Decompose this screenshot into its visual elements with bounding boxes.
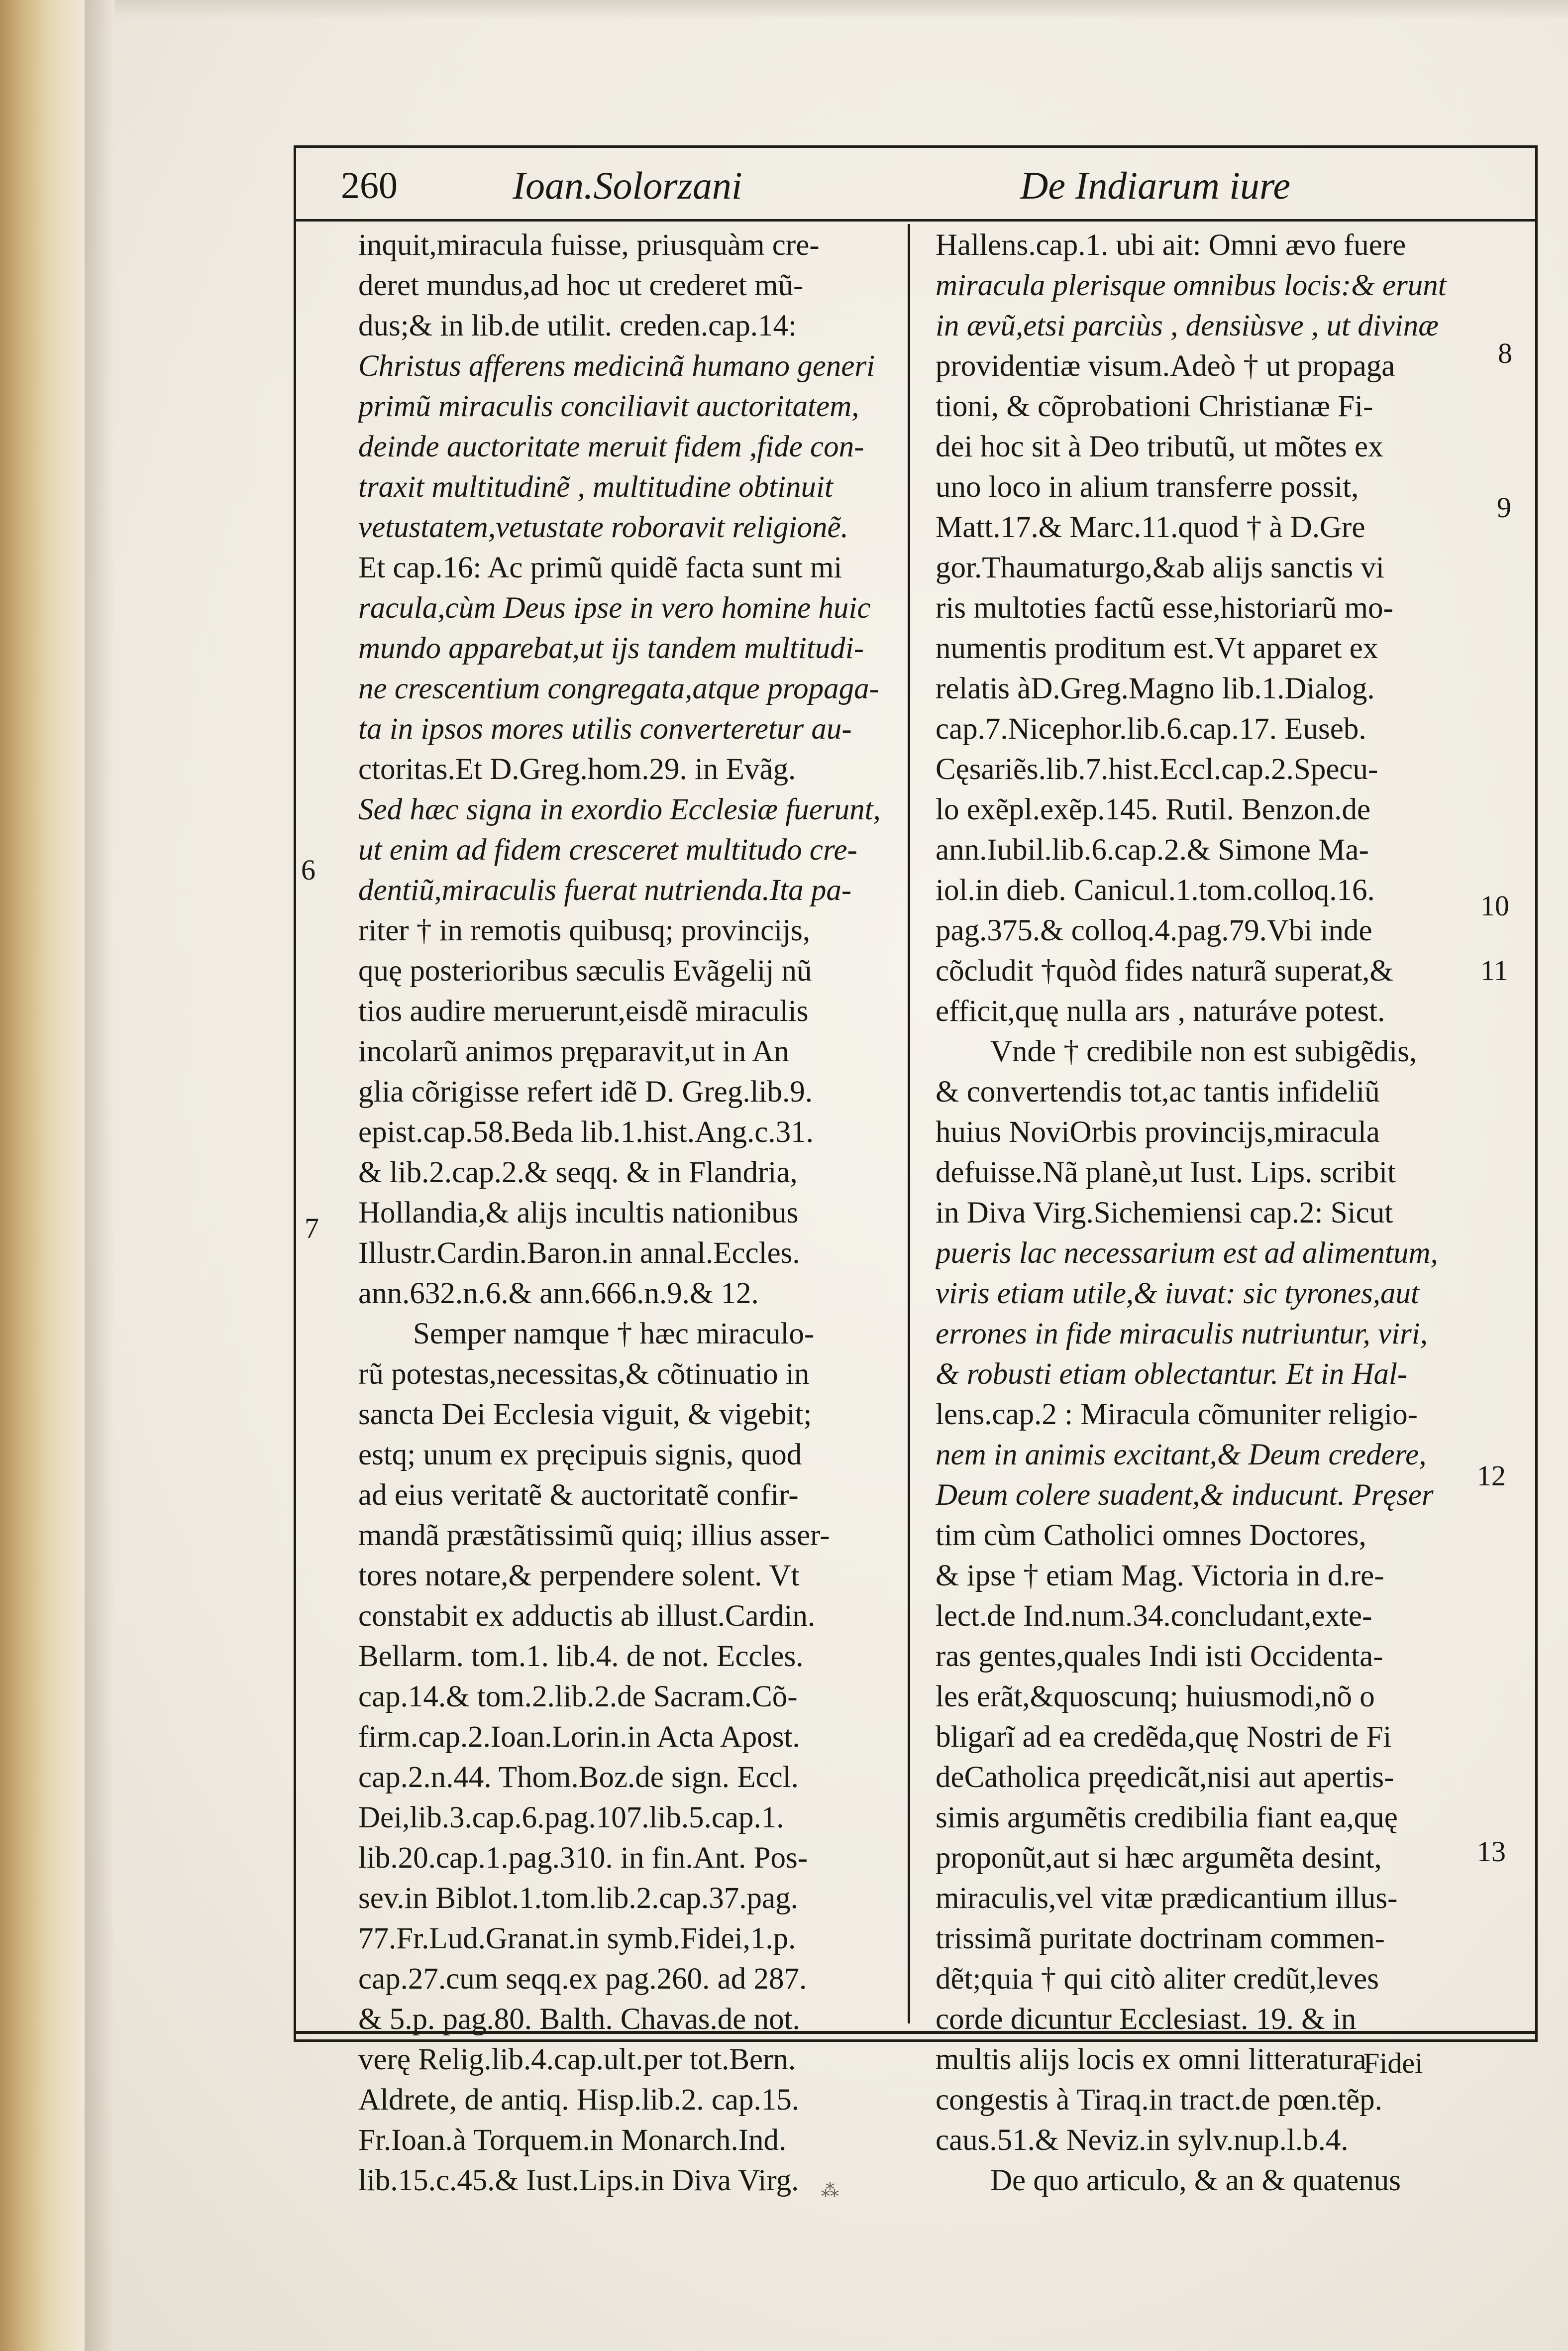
right-text-line: & robusti etiam oblectantur. Et in Hal- [936,1357,1408,1391]
left-text-line: cap.27.cum seqq.ex pag.260. ad 287. [358,1962,807,1996]
right-text-line: & ipse † etiam Mag. Victoria in d.re- [936,1559,1384,1592]
right-text-line: cõcludit †quòd fides naturã superat,& [936,954,1393,988]
right-text-line: multis alijs locis ex omni litteratura [936,2043,1366,2076]
left-text-line: ne crescentium congregata,atque propaga- [358,672,879,705]
left-text-line: vetustatem,vetustate roboravit religionẽ. [358,511,848,544]
left-text-line: ta in ipsos mores utilis converteretur au- [358,712,852,746]
left-text-line: epist.cap.58.Beda lib.1.hist.Ang.c.31. [358,1116,814,1149]
page-top-edge [114,0,1568,20]
left-text-line: tores notare,& perpendere solent. Vt [358,1559,800,1592]
right-text-line: tioni, & cõprobationi Christianæ Fi- [936,390,1373,423]
left-text-line: incolarũ animos pręparavit,ut in An [358,1035,789,1068]
left-text-line: estq; unum ex pręcipuis signis, quod [358,1438,802,1471]
left-text-line: lib.20.cap.1.pag.310. in fin.Ant. Pos- [358,1841,808,1875]
left-text-line: constabit ex adductis ab illust.Cardin. [358,1599,816,1633]
left-text-column [358,225,896,2201]
left-text-line: sancta Dei Ecclesia viguit, & vigebit; [358,1398,812,1431]
right-text-line: proponũt,aut si hæc argumẽta desint, [936,1841,1382,1875]
left-text-line: Dei,lib.3.cap.6.pag.107.lib.5.cap.1. [358,1801,784,1834]
right-text-line: lect.de Ind.num.34.concludant,exte- [936,1599,1372,1633]
left-text-line: Sed hæc signa in exordio Ecclesiæ fuerunt, [358,793,881,826]
left-text-line: cap.14.& tom.2.lib.2.de Sacram.Cõ- [358,1680,798,1713]
left-text-line: Christus afferens medicinã humano generi [358,349,875,383]
left-text-line: glia cõrigisse refert idẽ D. Greg.lib.9. [358,1075,813,1109]
left-text-line: & lib.2.cap.2.& seqq. & in Flandria, [358,1156,798,1189]
left-text-line: Et cap.16: Ac primũ quidẽ facta sunt mi [358,551,842,584]
right-text-line: defuisse.Nã planè,ut Iust. Lips. scribit [936,1156,1396,1189]
left-text-line: mandã præstãtissimũ quiq; illius asser- [358,1519,830,1552]
paper-speck: ⁂ [821,2181,839,2201]
right-text-line: uno loco in alium transferre possit, [936,470,1359,504]
right-text-line: deCatholica pręedicãt,nisi aut apertis- [936,1761,1394,1794]
left-text-line: & 5.p. pag.80. Balth. Chavas.de not. [358,2003,800,2036]
left-text-line: Semper namque † hæc miraculo- [413,1317,815,1350]
left-text-line: primũ miraculis conciliavit auctoritatem, [358,390,859,423]
right-text-line: tim cùm Catholici omnes Doctores, [936,1519,1366,1552]
right-text-line: & convertendis tot,ac tantis infideliũ [936,1075,1380,1109]
right-text-line: huius NoviOrbis provincijs,miracula [936,1116,1380,1149]
right-text-line: trissimã puritate doctrinam commen- [936,1922,1385,1955]
left-text-line: sev.in Biblot.1.tom.lib.2.cap.37.pag. [358,1882,798,1915]
margin-number-12: 12 [1477,1459,1506,1492]
right-text-line: gor.Thaumaturgo,&ab alijs sanctis vi [936,551,1384,584]
left-text-line: dus;& in lib.de utilit. creden.cap.14: [358,309,797,342]
left-text-line: cap.2.n.44. Thom.Boz.de sign. Eccl. [358,1761,799,1794]
left-text-line: Bellarm. tom.1. lib.4. de not. Eccles. [358,1640,804,1673]
left-text-line: deret mundus,ad hoc ut crederet mũ- [358,269,804,302]
left-text-line: ann.632.n.6.& ann.666.n.9.& 12. [358,1277,759,1310]
right-text-line: in ævũ,etsi parciùs , densiùsve , ut divinæ [936,309,1439,342]
right-text-line: Hallens.cap.1. ubi ait: Omni ævo fuere [936,228,1406,262]
right-text-line: ann.Iubil.lib.6.cap.2.& Simone Ma- [936,833,1369,867]
right-text-line: relatis àD.Greg.Magno lib.1.Dialog. [936,672,1375,705]
right-text-line: miracula plerisque omnibus locis:& erunt [936,269,1447,302]
right-text-line: ras gentes,quales Indi isti Occidenta- [936,1640,1383,1673]
right-text-line: pueris lac necessarium est ad alimentum, [936,1236,1438,1270]
left-text-line: ut enim ad fidem cresceret multitudo cre- [358,833,857,867]
running-head-author: Ioan.Solorzani [513,164,742,207]
left-text-line: inquit,miracula fuisse, priusquàm cre- [358,228,820,262]
right-text-line: bligarĩ ad ea credẽda,quę Nostri de Fi [936,1720,1392,1754]
right-text-line: De quo articulo, & an & quatenus [990,2164,1401,2197]
left-text-line: quę posterioribus sæculis Evãgelij nũ [358,954,812,988]
page-number: 260 [341,165,398,207]
right-text-line: providentiæ visum.Adeò † ut propaga [936,349,1395,383]
right-text-line: ris multoties factũ esse,historiarũ mo- [936,591,1393,625]
right-text-line: congestis à Tiraq.in tract.de pœn.tẽp. [936,2083,1382,2117]
left-text-line: firm.cap.2.Ioan.Lorin.in Acta Apost. [358,1720,800,1754]
right-text-line: corde dicuntur Ecclesiast. 19. & in [936,2003,1357,2036]
left-text-line: riter † in remotis quibusq; provincijs, [358,914,811,947]
left-text-line: Fr.Ioan.à Torquem.in Monarch.Ind. [358,2124,787,2157]
right-text-line: cap.7.Nicephor.lib.6.cap.17. Euseb. [936,712,1366,746]
right-text-line: Matt.17.& Marc.11.quod † à D.Gre [936,511,1365,544]
right-text-column [936,225,1473,2201]
right-text-line: pag.375.& colloq.4.pag.79.Vbi inde [936,914,1372,947]
margin-number-8: 8 [1498,337,1512,369]
left-text-line: ad eius veritatẽ & auctoritatẽ confir- [358,1478,799,1512]
right-text-line: efficit,quę nulla ars , naturáve potest. [936,995,1385,1028]
left-text-line: racula,cùm Deus ipse in vero homine huic [358,591,871,625]
right-text-line: caus.51.& Neviz.in sylv.nup.l.b.4. [936,2124,1349,2157]
right-text-line: numentis proditum est.Vt apparet ex [936,632,1378,665]
right-text-line: in Diva Virg.Sichemiensi cap.2: Sicut [936,1196,1393,1230]
margin-number-7: 7 [305,1212,319,1244]
left-text-line: deinde auctoritate meruit fidem ,fide con- [358,430,864,463]
right-text-line: miraculis,vel vitæ prædicantium illus- [936,1882,1398,1915]
right-text-line: Deum colere suadent,& inducunt. Pręser [936,1478,1434,1512]
left-text-line: 77.Fr.Lud.Granat.in symb.Fidei,1.p. [358,1922,796,1955]
right-text-line: dẽt;quia † qui citò aliter credũt,leves [936,1962,1379,1996]
left-text-line: verę Relig.lib.4.cap.ult.per tot.Bern. [358,2043,796,2076]
left-text-line: traxit multitudinẽ , multitudine obtinuit [358,470,833,504]
margin-number-11: 11 [1480,954,1508,987]
left-text-line: Hollandia,& alijs incultis nationibus [358,1196,799,1230]
left-text-line: dentiũ,miraculis fuerat nutrienda.Ita pa- [358,874,852,907]
right-text-line: viris etiam utile,& iuvat: sic tyrones,aut [936,1277,1419,1310]
left-text-line: lib.15.c.45.& Iust.Lips.in Diva Virg. [358,2164,799,2197]
left-text-line: ctoritas.Et D.Greg.hom.29. in Evãg. [358,753,796,786]
right-text-line: dei hoc sit à Deo tributũ, ut mõtes ex [936,430,1383,463]
running-head-title: De Indiarum iure [1020,164,1291,207]
margin-number-13: 13 [1477,1835,1506,1868]
right-text-line: Cęsariẽs.lib.7.hist.Eccl.cap.2.Specu- [936,753,1378,786]
catchword: Fidei [1363,2047,1423,2079]
column-divider [908,224,910,2023]
left-text-line: rũ potestas,necessitas,& cõtinuatio in [358,1357,810,1391]
right-text-line: les erãt,&quoscunq; huiusmodi,nõ o [936,1680,1375,1713]
right-text-line: simis argumẽtis credibilia fiant ea,quę [936,1801,1398,1834]
gutter-shadow [85,0,114,2351]
right-text-line: nem in animis excitant,& Deum credere, [936,1438,1427,1471]
left-text-line: mundo apparebat,ut ijs tandem multitudi- [358,632,864,665]
margin-number-10: 10 [1480,890,1509,922]
margin-number-6: 6 [301,854,315,886]
header-rule [294,219,1538,222]
right-text-line: lo exẽpl.exẽp.145. Rutil. Benzon.de [936,793,1371,826]
right-text-line: Vnde † credibile non est subigẽdis, [990,1035,1417,1068]
book-spine [0,0,85,2351]
left-text-line: Aldrete, de antiq. Hisp.lib.2. cap.15. [358,2083,799,2117]
right-text-line: iol.in dieb. Canicul.1.tom.colloq.16. [936,874,1375,907]
left-text-line: tios audire meruerunt,eisdẽ miraculis [358,995,809,1028]
right-text-line: errones in fide miraculis nutriuntur, viri, [936,1317,1428,1350]
right-text-line: lens.cap.2 : Miracula cõmuniter religio- [936,1398,1418,1431]
left-text-line: Illustr.Cardin.Baron.in annal.Eccles. [358,1236,800,1270]
margin-number-9: 9 [1497,491,1511,524]
